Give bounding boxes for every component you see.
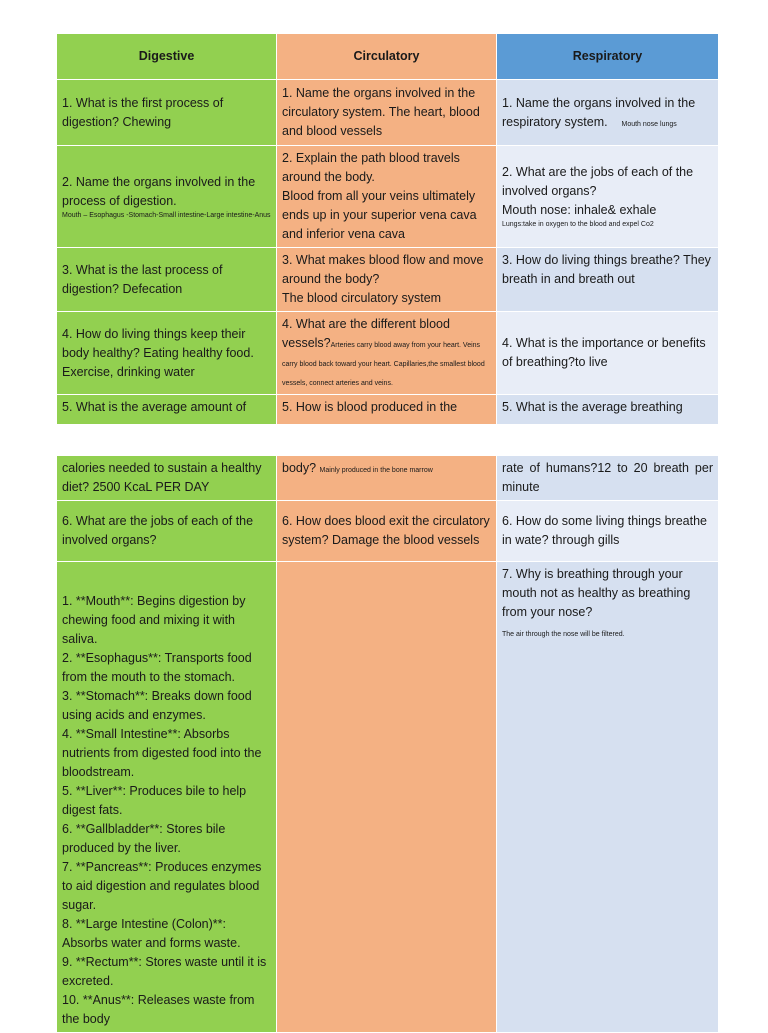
- list-item: 6. **Gallbladder**: Stores bile produced by the liver.: [62, 822, 226, 855]
- cell-circulatory-q5-cont: [277, 456, 497, 501]
- q2-digestive-question: 2. Name the organs involved in the process of digestion.: [62, 174, 256, 208]
- cell-circulatory-q2: 2. Explain the path blood travels around the body. Blood from all your veins ultimately ends up in your superior vena cava and inferior vena cava: [277, 146, 497, 248]
- cell-respiratory-q2: [497, 146, 719, 248]
- q2-respiratory-question: 2. What are the jobs of each of the involved organs? Mouth nose: inhale& exhale: [502, 165, 694, 217]
- list-item: 4. **Small Intestine**: Absorbs nutrients from digested food into the bloodstream.: [62, 727, 262, 779]
- list-item: 10. **Anus**: Releases waste from the body: [62, 993, 255, 1026]
- cell-circulatory-q1: 1. Name the organs involved in the circulatory system. The heart, blood and blood vessels: [277, 80, 497, 146]
- cell-circulatory-q3: 3. What makes blood flow and move around the body? The blood circulatory system: [277, 248, 497, 312]
- list-item: 8. **Large Intestine (Colon)**: Absorbs water and forms waste.: [62, 917, 241, 950]
- cell-digestive-q2: [57, 146, 277, 248]
- cell-respiratory-q4: 4. What is the importance or benefits of breathing?to live: [497, 312, 719, 395]
- list-item: 3. **Stomach**: Breaks down food using acids and enzymes.: [62, 689, 252, 722]
- body-systems-table-part2: [56, 455, 719, 1033]
- cell-digestive-q5-cont: calories needed to sustain a healthy diet? 2500 KcaL PER DAY: [57, 456, 277, 501]
- cell-digestive-q1: 1. What is the first process of digestion? Chewing: [57, 80, 277, 146]
- cell-digestive-q5: 5. What is the average amount of: [57, 395, 277, 425]
- cell-respiratory-q5: 5. What is the average breathing: [497, 395, 719, 425]
- cell-circulatory-q6: 6. How does blood exit the circulatory system? Damage the blood vessels: [277, 501, 497, 562]
- cell-respiratory-q5-cont: rate of humans?12 to 20 breath per minute: [497, 456, 719, 501]
- q1-respiratory-question: 1. Name the organs involved in the respiratory system.: [502, 95, 696, 129]
- cell-digestive-q4: 4. How do living things keep their body healthy? Eating healthy food. Exercise, drinking water: [57, 312, 277, 395]
- q2-digestive-answer: Mouth – Esophagus -Stomach-Small intestine-Large intestine-Anus: [62, 211, 271, 219]
- cell-circulatory-q5: 5. How is blood produced in the: [277, 395, 497, 425]
- q1-respiratory-answer: Mouth nose lungs: [621, 120, 677, 128]
- header-respiratory: Respiratory: [497, 34, 719, 80]
- q2-respiratory-answer: Lungs:take in oxygen to the blood and expel Co2: [502, 221, 654, 228]
- q7-respiratory-answer: The air through the nose will be filtered.: [502, 631, 625, 638]
- q7-respiratory-question: 7. Why is breathing through your mouth not as healthy as breathing from your nose?: [502, 567, 691, 619]
- cell-respiratory-q7: [497, 562, 719, 1033]
- cell-digestive-q6: 6. What are the jobs of each of the involved organs?: [57, 501, 277, 562]
- q4-circulatory-answer: Arteries carry blood away from your heart. Veins carry blood back toward your heart. Capillaries,the smallest blood vessels, connect arteries and veins.: [282, 342, 485, 387]
- q5-circulatory-answer: Mainly produced in the bone marrow: [319, 467, 433, 474]
- list-item: 1. **Mouth**: Begins digestion by chewing food and mixing it with saliva.: [62, 594, 246, 646]
- list-item: 7. **Pancreas**: Produces enzymes to aid digestion and regulates blood sugar.: [62, 860, 262, 912]
- cell-respiratory-q3: 3. How do living things breathe? They breath in and breath out: [497, 248, 719, 312]
- cell-circulatory-empty: [277, 562, 497, 1033]
- body-systems-table-part1: [56, 33, 719, 425]
- cell-respiratory-q1: [497, 80, 719, 146]
- q5-circulatory-question-cont: body?: [282, 461, 317, 475]
- cell-digestive-q3: 3. What is the last process of digestion? Defecation: [57, 248, 277, 312]
- list-item: 9. **Rectum**: Stores waste until it is excreted.: [62, 955, 267, 988]
- list-item: 2. **Esophagus**: Transports food from the mouth to the stomach.: [62, 651, 252, 684]
- header-circulatory: Circulatory: [277, 34, 497, 80]
- q4-circulatory-question: 4. What are the different blood vessels?: [282, 317, 450, 350]
- cell-circulatory-q4: [277, 312, 497, 395]
- cell-respiratory-q6: 6. How do some living things breathe in wate? through gills: [497, 501, 719, 562]
- header-digestive: Digestive: [57, 34, 277, 80]
- list-item: 5. **Liver**: Produces bile to help digest fats.: [62, 784, 247, 817]
- cell-digestive-organ-jobs: [57, 562, 277, 1033]
